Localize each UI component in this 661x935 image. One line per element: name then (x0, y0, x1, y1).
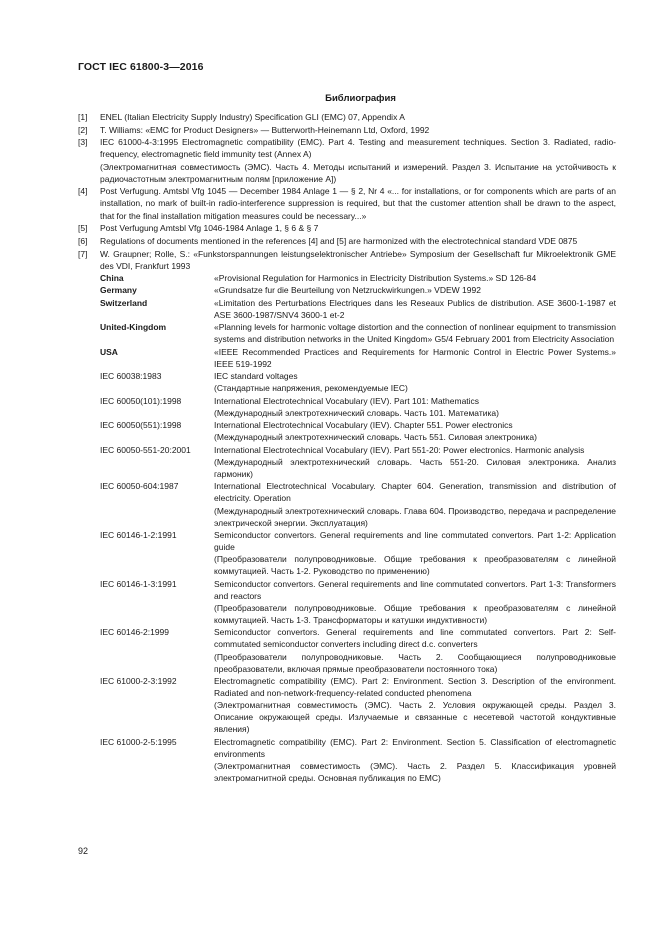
sub-reference-text: Electromagnetic compatibility (EMC). Part 2: Environment. Section 5. Classification of electromagnetic environments (214, 736, 616, 759)
reference-item (78, 111, 616, 123)
reference-number: [6] (78, 235, 88, 246)
sub-reference-key: Switzerland (100, 297, 148, 308)
sub-reference-key: IEC 60146-1-2:1991 (100, 530, 177, 541)
sub-reference-translation: (Электромагнитная совместимость (ЭМС). Часть 2. Условия окружающей среды. Раздел 3. Описание окружающей среды. Излучаемые и связанные с несетевой частотой кондуктивные явления) (214, 700, 616, 735)
sub-reference-text: «IEEE Recommended Practices and Requirements for Harmonic Control in Electric Power Systems.» IEEE 519-1992 (214, 346, 616, 369)
sub-reference (100, 444, 616, 480)
sub-reference (100, 626, 616, 674)
sub-reference-key: Germany (100, 285, 137, 296)
reference-item (78, 248, 616, 785)
sub-reference (100, 419, 616, 443)
sub-reference-text: «Grundsatze fur die Beurteilung von Netzruckwirkungen.» VDEW 1992 (214, 285, 481, 296)
reference-text: IEC 61000-4-3:1995 Electromagnetic compatibility (EMC). Part 4. Testing and measurement techniques. Section 3. Radiated, radio-frequency, electromagnetic field immunity test (Annex A) (100, 137, 616, 160)
reference-item (78, 124, 616, 136)
sub-reference-key: IEC 60146-2:1999 (100, 627, 169, 638)
sub-reference-text: International Electrotechnical Vocabulary (IEV). Chapter 551. Power electronics (214, 420, 513, 431)
sub-reference (100, 529, 616, 577)
sub-reference (100, 675, 616, 735)
sub-reference (100, 395, 616, 419)
sub-reference-translation: (Международный электротехнический словарь. Часть 551. Силовая электроника) (214, 432, 537, 443)
sub-reference-translation: (Преобразователи полупроводниковые. Общие требования к преобразователям с линейной коммутацией. Часть 1-2. Руководство по применению) (214, 554, 616, 577)
sub-reference-text: International Electrotechnical Vocabulary (IEV). Part 101: Mathematics (214, 395, 480, 406)
sub-reference-key: IEC 60050(101):1998 (100, 395, 182, 406)
reference-item (78, 222, 616, 234)
reference-text: W. Graupner; Rolle, S.: «Funkstorspannungen leistungselektronischer Antriebe» Symposium der Gesellschaft fur Mikroelektronik GME des VDI, Frankfurt 1993 (100, 248, 616, 271)
reference-number: [7] (78, 248, 88, 259)
sub-reference (100, 480, 616, 528)
sub-reference (100, 321, 616, 345)
reference-item (78, 136, 616, 184)
reference-text: T. Williams: «EMC for Product Designers» — Butterworth-Heinemann Ltd, Oxford, 1992 (100, 124, 430, 135)
sub-reference (100, 272, 616, 284)
sub-reference-translation: (Преобразователи полупроводниковые. Общие требования к преобразователям с линейной коммутацией. Часть 1-3. Трансформаторы и катушки индуктивности) (214, 602, 616, 625)
sub-reference-text: International Electrotechnical Vocabulary (IEV). Part 551-20: Power electronics. Harmonic analysis (214, 444, 585, 455)
sub-reference-text: International Electrotechnical Vocabulary. Chapter 604. Generation, transmission and distribution of electricity. Operation (214, 481, 616, 504)
sub-reference-text: «Planning levels for harmonic voltage distortion and the connection of nonlinear equipment to transmission systems and distribution networks in the United Kingdom» G5/4 February 2001 from Electricity Association (214, 322, 616, 345)
sub-reference-translation: (Преобразователи полупроводниковые. Часть 2. Сообщающиеся полупроводниковые преобразователи, включая прямые преобразователи постоянного тока) (214, 651, 616, 674)
sub-reference-key: IEC 60050-551-20:2001 (100, 444, 191, 455)
sub-reference-key: IEC 61000-2-5:1995 (100, 736, 177, 747)
sub-reference-text: «Limitation des Perturbations Electriques dans les Reseaux Publics de distribution. ASE 3600-1-1987 et ASE 3600-1987/SNV4 3600-1 et-2 (214, 297, 616, 320)
reference-number: [5] (78, 223, 88, 234)
reference-item (78, 235, 616, 247)
sub-reference-text: IEC standard voltages (214, 371, 298, 382)
reference-number: [4] (78, 186, 88, 197)
reference-number: [2] (78, 124, 88, 135)
sub-reference-text: Semiconductor convertors. General requirements and line commutated convertors. Part 1-3: Transformers and reactors (214, 578, 616, 601)
reference-number: [3] (78, 137, 88, 148)
sub-reference (100, 370, 616, 394)
sub-reference-key: IEC 60050-604:1987 (100, 481, 179, 492)
reference-item (78, 185, 616, 221)
sub-reference-text: «Provisional Regulation for Harmonics in Electricity Distribution Systems.» SD 126-84 (214, 273, 537, 284)
sub-reference-key: China (100, 273, 124, 284)
sub-reference (100, 297, 616, 321)
sub-reference (100, 736, 616, 784)
sub-reference-key: IEC 60038:1983 (100, 371, 162, 382)
reference-text: Post Verfugung Amtsbl Vfg 1046-1984 Anlage 1, § 6 & § 7 (100, 223, 319, 234)
sub-reference-key: IEC 61000-2-3:1992 (100, 676, 177, 687)
sub-reference-key: IEC 60050(551):1998 (100, 420, 182, 431)
sub-reference (100, 284, 616, 296)
reference-number: [1] (78, 112, 88, 122)
sub-reference-key: USA (100, 346, 118, 357)
sub-reference (100, 346, 616, 370)
sub-reference-key: United-Kingdom (100, 322, 167, 333)
sub-reference-key: IEC 60146-1-3:1991 (100, 578, 177, 589)
sub-reference-translation: (Международный электротехнический словарь. Часть 101. Математика) (214, 407, 499, 418)
sub-reference-text: Electromagnetic compatibility (EMC). Part 2: Environment. Section 3. Description of the environment. Radiated and non-network-frequency-related conducted phenomena (214, 676, 616, 699)
sub-reference-translation: (Международный электротехнический словарь. Часть 551-20. Силовая электроника. Анализ гармоник) (214, 456, 616, 479)
page-number: 92 (78, 846, 89, 856)
sub-reference-text: Semiconductor convertors. General requirements and line commutated convertors. Part 2: Self-commutated semiconductor converters including direct d.c. converters (214, 627, 616, 650)
document-header: ГОСТ IEC 61800-3—2016 (78, 61, 204, 73)
reference-text: ENEL (Italian Electricity Supply Industry) Specification GLI (EMC) 07, Appendix A (100, 112, 405, 122)
sub-reference-translation: (Стандартные напряжения, рекомендуемые IEC) (214, 383, 408, 394)
sub-reference-translation: (Электромагнитная совместимость (ЭМС). Часть 2. Раздел 5. Классификация уровней электромагнитной среды. Основная публикация по ЕМС) (214, 760, 616, 784)
sub-reference-text: Semiconductor convertors. General requirements and line commutated convertors. Part 1-2: Application guide (214, 530, 616, 553)
reference-text: Regulations of documents mentioned in the references [4] and [5] are harmonized with the electrotechnical standard VDE 0875 (100, 235, 578, 246)
reference-text: Post Verfugung. Amtsbl Vfg 1045 — December 1984 Anlage 1 — § 2, Nr 4 «... for installations, or for components which are parts of an installation, no mark of built-in radio-interference suppression is required, but that the customer attention shall be drawn to the aspect, that for the final installation mitigation measures could be necessary...» (100, 186, 616, 221)
section-title: Библиография (325, 93, 396, 104)
sub-reference (100, 578, 616, 626)
sub-reference-translation: (Международный электротехнический словарь. Глава 604. Производство, передача и распределение электрической энергии. Эксплуатация) (214, 505, 616, 528)
bibliography-list (78, 111, 616, 785)
reference-translation: (Электромагнитная совместимость (ЭМС). Часть 4. Методы испытаний и измерений. Раздел 3. Испытание на устойчивость к радиочастотным электромагнитным полям [приложение А]) (100, 161, 616, 184)
